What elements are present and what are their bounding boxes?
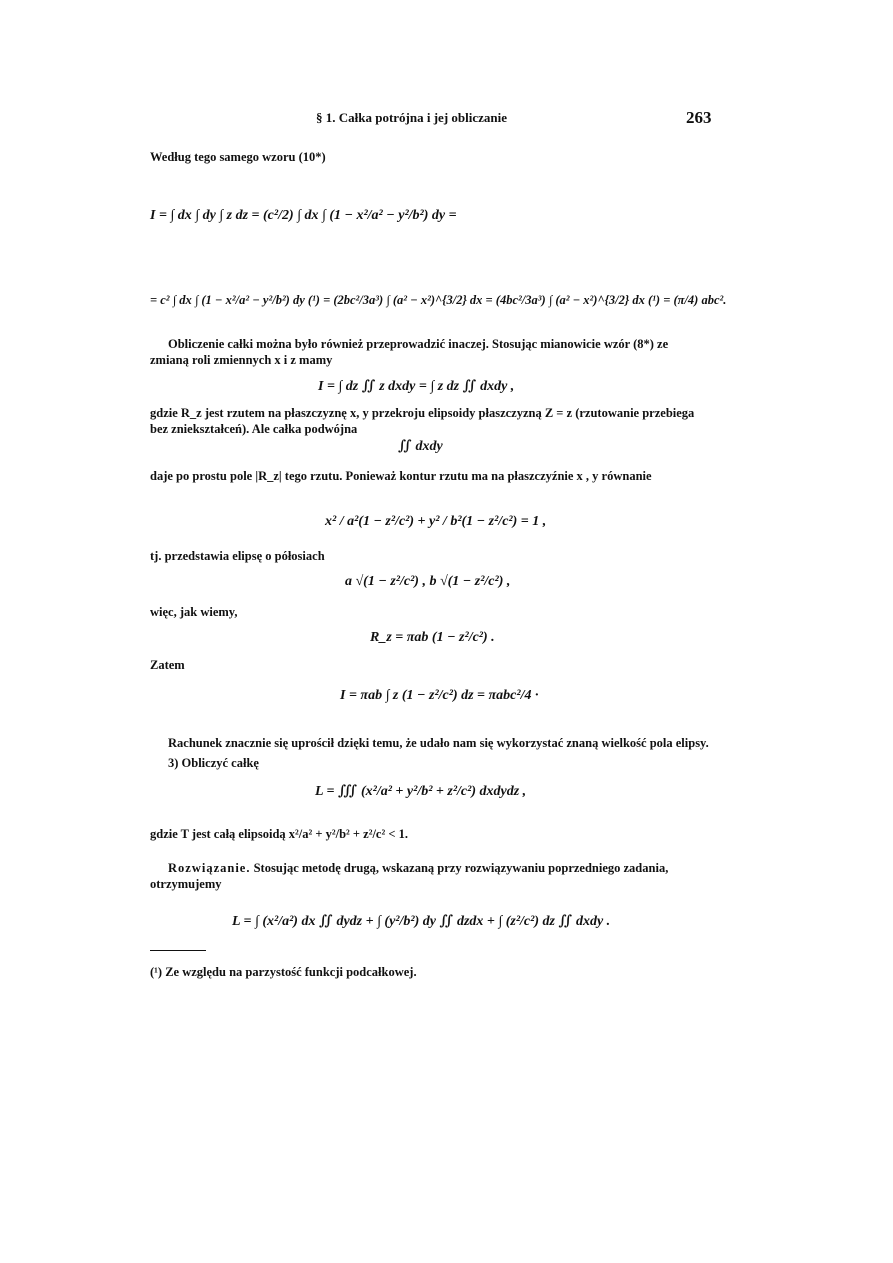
- paragraph-intro: Według tego samego wzoru (10*): [150, 150, 326, 164]
- paragraph-4: daje po prostu pole |R_z| tego rzutu. Ponieważ kontur rzutu ma na płaszczyźnie x , y równanie: [150, 469, 652, 483]
- equation-3: ∬ dxdy: [398, 439, 443, 454]
- footnote: (¹) Ze względu na parzystość funkcji podcałkowej.: [150, 965, 417, 979]
- solution-text: Stosując metodę drugą, wskazaną przy rozwiązywaniu poprzedniego zadania, otrzymujemy: [150, 861, 669, 891]
- paragraph-3: gdzie R_z jest rzutem na płaszczyznę x, y przekroju elipsoidy płaszczyzną Z = z (rzutowanie przebiega bez zniekształceń). Ale całka podwójna: [150, 406, 695, 436]
- paragraph-10: gdzie T jest całą elipsoidą x²/a² + y²/b² + z²/c² < 1.: [150, 827, 408, 841]
- equation-4: x² / a²(1 − z²/c²) + y² / b²(1 − z²/c²) = 1 ,: [325, 514, 547, 529]
- paragraph-9: 3) Obliczyć całkę: [168, 756, 259, 770]
- running-title: § 1. Całka potrójna i jej obliczanie: [316, 110, 508, 125]
- equation-7: I = πab ∫ z (1 − z²/c²) dz = πabc²/4 ·: [340, 688, 539, 703]
- footnote-rule: [150, 950, 206, 951]
- equation-2: I = ∫ dz ∬ z dxdy = ∫ z dz ∬ dxdy ,: [318, 379, 515, 394]
- paragraph-2: Obliczenie całki można było również przeprowadzić inaczej. Stosując mianowicie wzór (8*) ze zmianą roli zmiennych x i z mamy: [150, 337, 669, 367]
- equation-1a: I = ∫ dx ∫ dy ∫ z dz = (c²/2) ∫ dx ∫ (1 − x²/a² − y²/b²) dy =: [150, 208, 457, 223]
- paragraph-8: Rachunek znacznie się uprościł dzięki temu, że udało nam się wykorzystać znaną wielkość pola elipsy.: [168, 736, 709, 750]
- equation-6: R_z = πab (1 − z²/c²) .: [370, 630, 495, 645]
- paragraph-11: [150, 860, 710, 892]
- paragraph-7: Zatem: [150, 658, 185, 672]
- equation-5: a √(1 − z²/c²) , b √(1 − z²/c²) ,: [345, 574, 511, 589]
- paragraph-5: tj. przedstawia elipsę o półosiach: [150, 549, 325, 563]
- equation-9: L = ∫ (x²/a²) dx ∬ dydz + ∫ (y²/b²) dy ∬ dzdx + ∫ (z²/c²) dz ∬ dxdy .: [232, 914, 611, 929]
- paragraph-6: więc, jak wiemy,: [150, 605, 238, 619]
- equation-1b: = c² ∫ dx ∫ (1 − x²/a² − y²/b²) dy (¹) = (2bc²/3a³) ∫ (a² − x²)^{3/2} dx = (4bc²/3a³) ∫ (a² − x²)^{3/2} dx (¹) = (π/4) abc².: [150, 293, 727, 307]
- equation-8: L = ∭ (x²/a² + y²/b² + z²/c²) dxdydz ,: [315, 784, 527, 799]
- solution-label: Rozwiązanie.: [168, 861, 251, 875]
- page-number: 263: [686, 108, 712, 127]
